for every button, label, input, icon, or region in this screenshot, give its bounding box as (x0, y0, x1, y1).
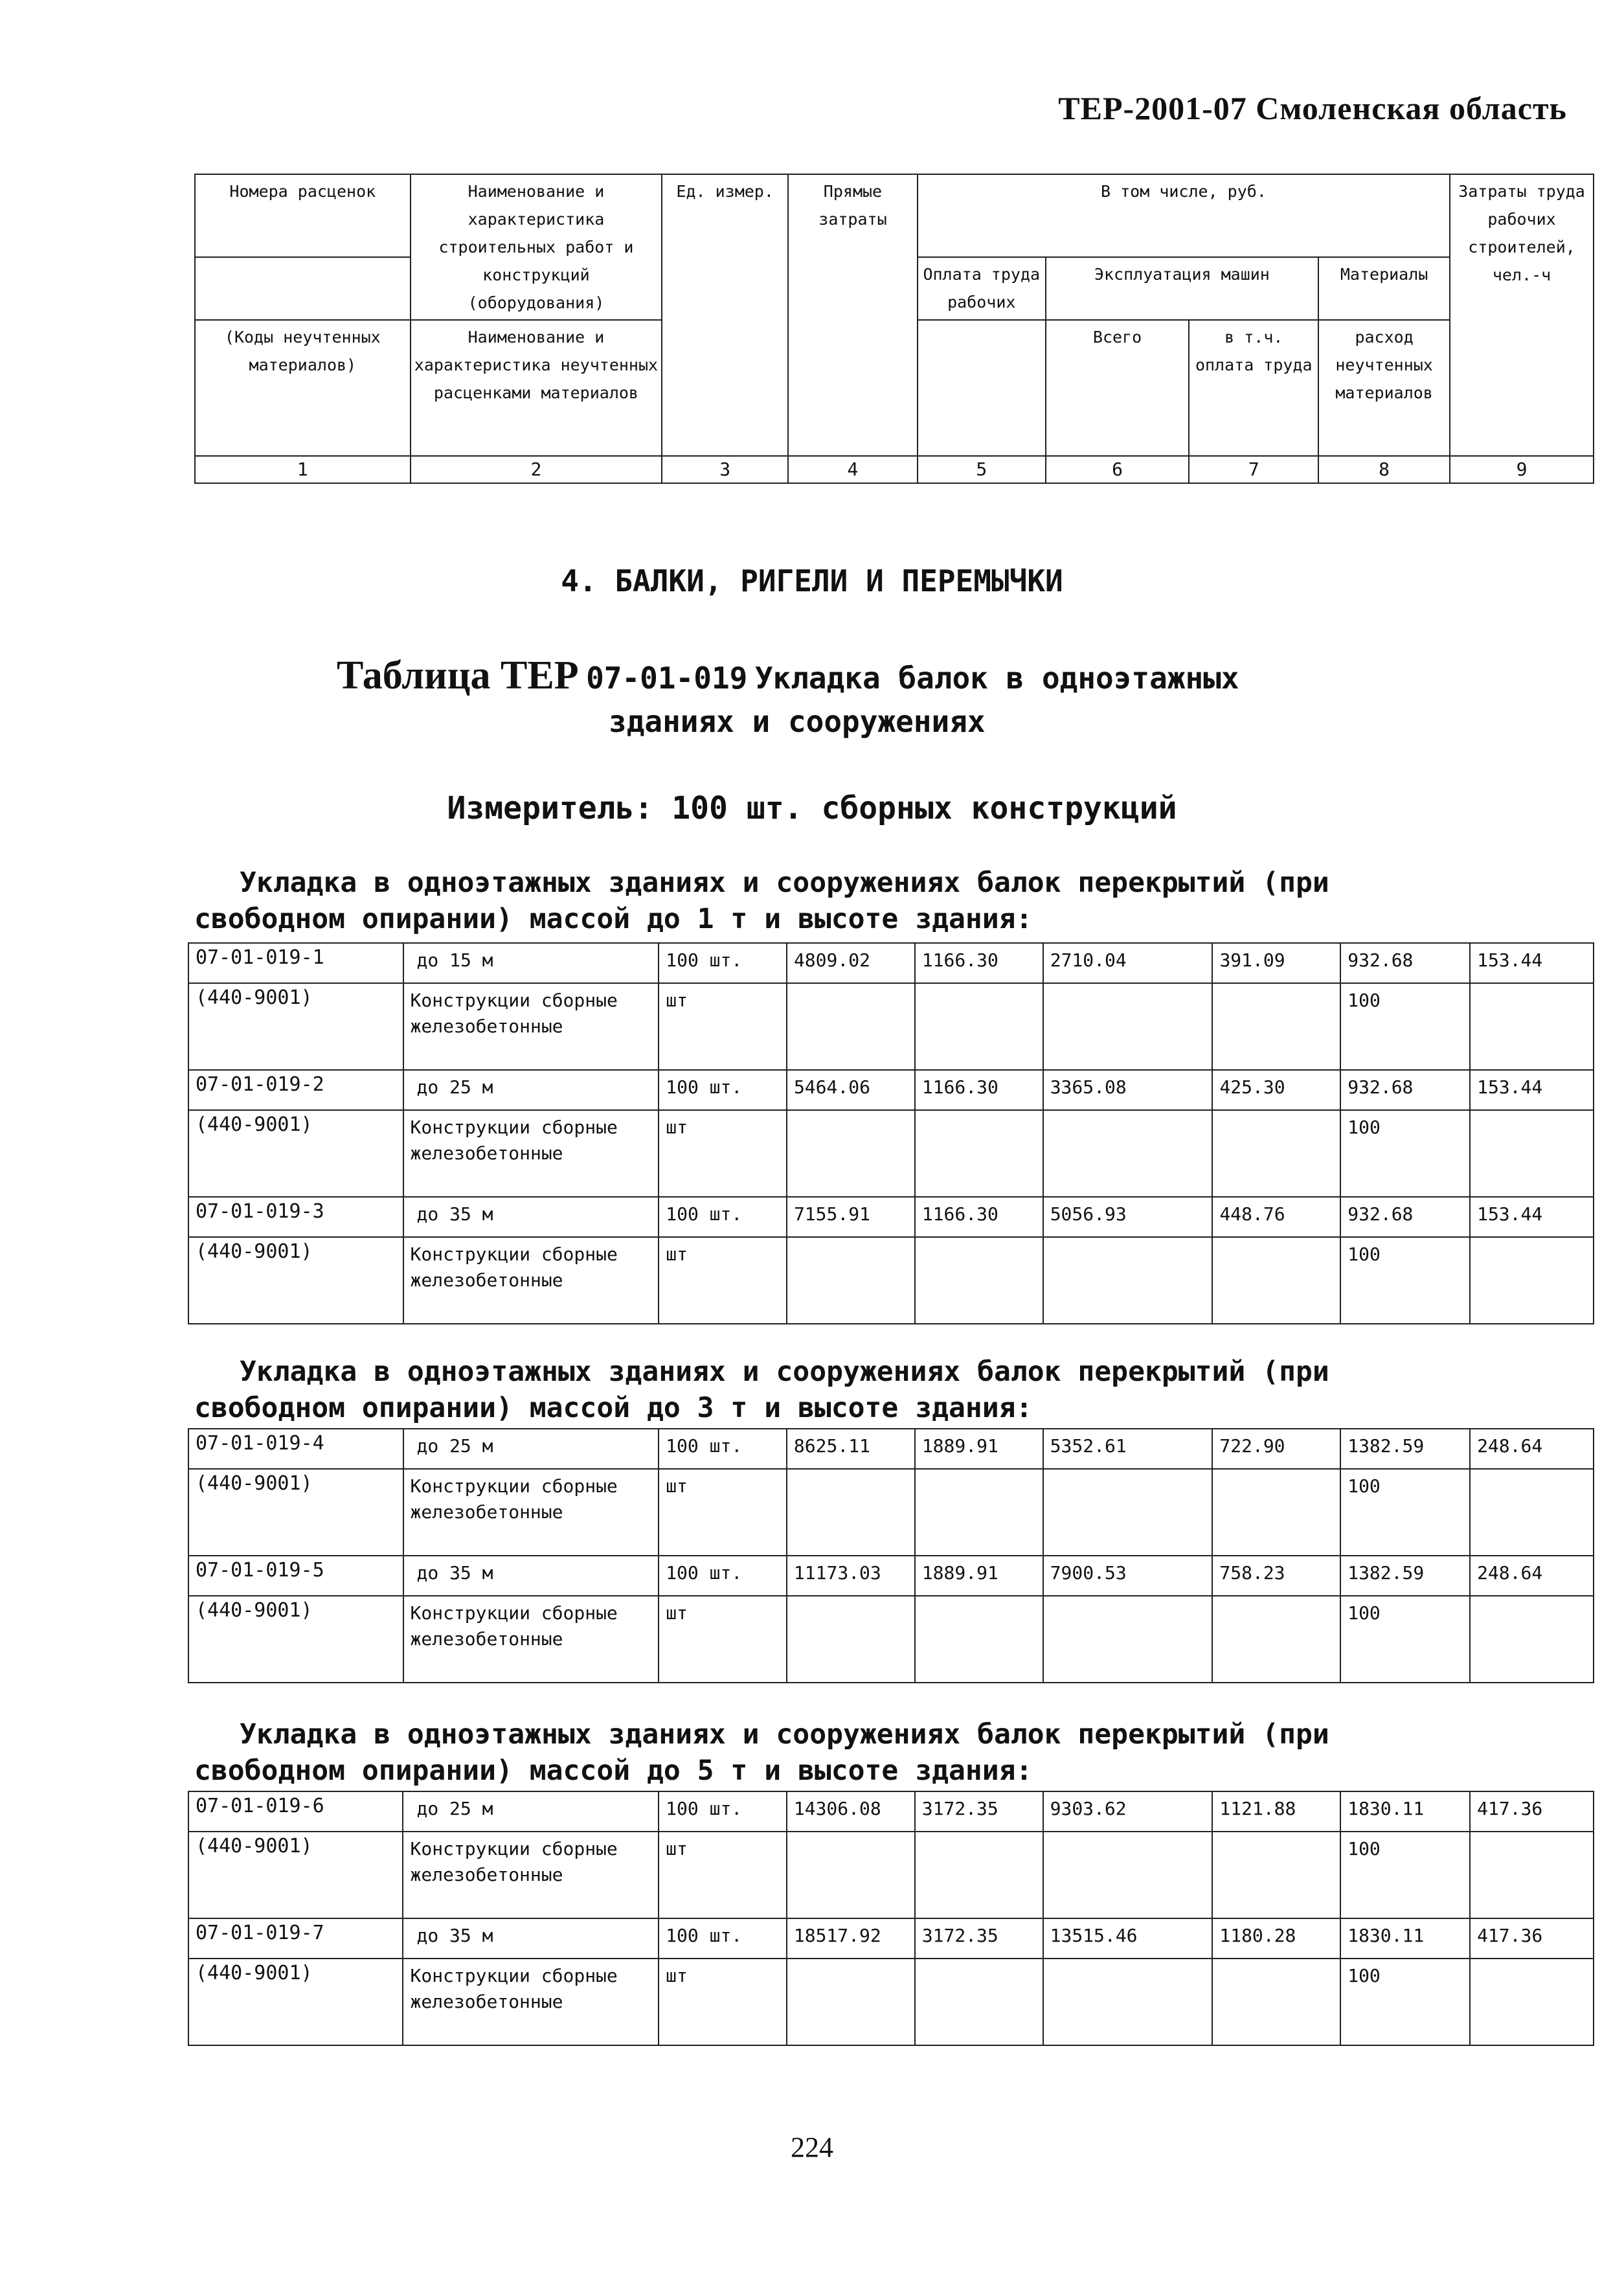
rate-mach-wage: 1121.88 (1212, 1791, 1340, 1832)
rate-labor: 153.44 (1470, 943, 1594, 983)
empty-cell (1470, 1469, 1594, 1556)
empty-cell (915, 983, 1043, 1070)
header-incl-wage: в т.ч. оплата труда (1189, 320, 1318, 456)
empty-cell (1043, 1596, 1213, 1683)
rate-unit: 100 шт. (659, 1791, 787, 1832)
material-unit: шт (659, 1596, 787, 1683)
section-heading: 4. БАЛКИ, РИГЕЛИ И ПЕРЕМЫЧКИ (561, 563, 1063, 598)
rate-materials: 1830.11 (1340, 1918, 1470, 1959)
rate-code: 07-01-019-4 (188, 1429, 403, 1469)
rates-table (188, 942, 1594, 1324)
rate-code: 07-01-019-3 (188, 1197, 403, 1237)
material-name: Конструкции сборные железобетонные (403, 1596, 659, 1683)
rate-name: до 35 м (403, 1918, 659, 1959)
rate-labor: 153.44 (1470, 1197, 1594, 1237)
header-wage-blank (918, 320, 1046, 456)
empty-cell (1043, 1110, 1213, 1197)
rate-code: 07-01-019-2 (188, 1070, 403, 1110)
empty-cell (787, 1832, 915, 1918)
header-name2: Наименование и характеристика неучтенных расценками материалов (411, 320, 662, 456)
col-number: 3 (662, 456, 788, 483)
header-machines: Эксплуатация машин (1046, 257, 1318, 320)
material-unit: шт (659, 1110, 787, 1197)
empty-cell (1212, 1832, 1340, 1918)
rate-code: 07-01-019-6 (188, 1791, 403, 1832)
material-unit: шт (659, 1237, 787, 1324)
col-number: 1 (195, 456, 411, 483)
col-number: 6 (1046, 456, 1190, 483)
page-number: 224 (791, 2131, 833, 2163)
table-title (337, 654, 1567, 743)
material-qty: 100 (1340, 1237, 1470, 1324)
rate-mach-wage: 1180.28 (1212, 1918, 1340, 1959)
header-direct: Прямые затраты (788, 174, 918, 456)
rate-name: до 15 м (403, 943, 659, 983)
rate-name: до 25 м (403, 1791, 659, 1832)
material-qty: 100 (1340, 1832, 1470, 1918)
table-row (188, 1832, 1594, 1918)
material-unit: шт (659, 1832, 787, 1918)
material-qty: 100 (1340, 1110, 1470, 1197)
rate-mach-wage: 391.09 (1212, 943, 1340, 983)
empty-cell (1212, 1596, 1340, 1683)
rate-labor: 248.64 (1470, 1429, 1594, 1469)
material-unit: шт (659, 1959, 787, 2045)
rate-wage: 1166.30 (915, 943, 1043, 983)
group-caption (194, 1354, 1599, 1426)
header-unit: Ед. измер. (662, 174, 788, 456)
table-title-line2: зданиях и сооружениях (609, 704, 986, 739)
empty-cell (1470, 1596, 1594, 1683)
rate-unit: 100 шт. (659, 1918, 787, 1959)
group-caption-line1: Укладка в одноэтажных зданиях и сооружениях балок перекрытий (при (240, 1718, 1329, 1751)
rate-direct: 5464.06 (787, 1070, 915, 1110)
empty-cell (1043, 983, 1213, 1070)
material-name: Конструкции сборные железобетонные (403, 1959, 659, 2045)
empty-cell (1470, 1832, 1594, 1918)
empty-cell (787, 1237, 915, 1324)
rate-machines: 5352.61 (1043, 1429, 1213, 1469)
rate-mach-wage: 448.76 (1212, 1197, 1340, 1237)
empty-cell (915, 1596, 1043, 1683)
empty-cell (1043, 1237, 1213, 1324)
empty-cell (915, 1110, 1043, 1197)
header-name: Наименование и характеристика строительных работ и конструкций (оборудования) (411, 174, 662, 320)
rate-code: 07-01-019-7 (188, 1918, 403, 1959)
rate-unit: 100 шт. (659, 1070, 787, 1110)
material-name: Конструкции сборные железобетонные (403, 983, 659, 1070)
table-row (188, 1237, 1594, 1324)
rate-direct: 4809.02 (787, 943, 915, 983)
empty-cell (915, 1237, 1043, 1324)
column-header-table (194, 174, 1594, 484)
material-code: (440-9001) (188, 1469, 403, 1556)
material-name: Конструкции сборные железобетонные (403, 1237, 659, 1324)
material-code: (440-9001) (188, 1832, 403, 1918)
material-unit: шт (659, 1469, 787, 1556)
material-qty: 100 (1340, 1596, 1470, 1683)
material-qty: 100 (1340, 983, 1470, 1070)
empty-cell (787, 1959, 915, 2045)
col-number: 5 (918, 456, 1046, 483)
table-title-code: 07-01-019 (586, 661, 748, 696)
rate-unit: 100 шт. (659, 1429, 787, 1469)
col-number: 2 (411, 456, 662, 483)
rates-table (188, 1428, 1594, 1683)
rate-unit: 100 шт. (659, 943, 787, 983)
rate-machines: 7900.53 (1043, 1556, 1213, 1596)
empty-cell (1043, 1469, 1213, 1556)
rate-code: 07-01-019-5 (188, 1556, 403, 1596)
empty-cell (1212, 1237, 1340, 1324)
empty-cell (1470, 1110, 1594, 1197)
rate-wage: 1166.30 (915, 1197, 1043, 1237)
group-caption-line2: свободном опирании) массой до 1 т и высоте здания: (194, 903, 1033, 935)
group-caption-line1: Укладка в одноэтажных зданиях и сооружениях балок перекрытий (при (240, 1356, 1329, 1388)
empty-cell (915, 1959, 1043, 2045)
table-row (188, 1556, 1594, 1596)
empty-cell (787, 1596, 915, 1683)
rate-name: до 25 м (403, 1070, 659, 1110)
empty-cell (1043, 1832, 1213, 1918)
rate-name: до 35 м (403, 1197, 659, 1237)
rate-materials: 932.68 (1340, 943, 1470, 983)
rates-table (188, 1791, 1594, 2046)
rate-mach-wage: 722.90 (1212, 1429, 1340, 1469)
rate-materials: 1830.11 (1340, 1791, 1470, 1832)
measure-unit: Измеритель: 100 шт. сборных конструкций (447, 790, 1177, 826)
rate-wage: 3172.35 (915, 1918, 1043, 1959)
col-number: 8 (1318, 456, 1450, 483)
material-code: (440-9001) (188, 1237, 403, 1324)
rate-direct: 8625.11 (787, 1429, 915, 1469)
header-rascenki: Номера расценок (195, 174, 411, 257)
material-name: Конструкции сборные железобетонные (403, 1110, 659, 1197)
material-qty: 100 (1340, 1469, 1470, 1556)
rate-materials: 1382.59 (1340, 1429, 1470, 1469)
header-labor: Затраты труда рабочих строителей, чел.-ч (1450, 174, 1594, 456)
rate-machines: 3365.08 (1043, 1070, 1213, 1110)
material-name: Конструкции сборные железобетонные (403, 1832, 659, 1918)
table-row (188, 1791, 1594, 1832)
rate-mach-wage: 425.30 (1212, 1070, 1340, 1110)
empty-cell (1470, 983, 1594, 1070)
rate-code: 07-01-019-1 (188, 943, 403, 983)
group-caption-line2: свободном опирании) массой до 5 т и высоте здания: (194, 1755, 1033, 1787)
rate-direct: 14306.08 (787, 1791, 915, 1832)
empty-cell (787, 1110, 915, 1197)
empty-cell (787, 1469, 915, 1556)
rate-labor: 417.36 (1470, 1791, 1594, 1832)
material-name: Конструкции сборные железобетонные (403, 1469, 659, 1556)
rate-machines: 2710.04 (1043, 943, 1213, 983)
col-number: 9 (1450, 456, 1594, 483)
rate-mach-wage: 758.23 (1212, 1556, 1340, 1596)
group-caption (194, 1716, 1599, 1789)
rate-wage: 3172.35 (915, 1791, 1043, 1832)
empty-cell (1212, 1469, 1340, 1556)
empty-cell (787, 983, 915, 1070)
rate-machines: 9303.62 (1043, 1791, 1213, 1832)
table-title-line1: Укладка балок в одноэтажных (754, 661, 1239, 696)
col-number: 4 (788, 456, 918, 483)
header-total: Всего (1046, 320, 1190, 456)
group-caption-line2: свободном опирании) массой до 3 т и высоте здания: (194, 1392, 1033, 1424)
material-unit: шт (659, 983, 787, 1070)
table-row (188, 1918, 1594, 1959)
rate-machines: 13515.46 (1043, 1918, 1213, 1959)
group-caption (194, 865, 1599, 937)
table-row (188, 943, 1594, 983)
header-incl: В том числе, руб. (918, 174, 1450, 257)
rate-machines: 5056.93 (1043, 1197, 1213, 1237)
material-code: (440-9001) (188, 1596, 403, 1683)
rate-wage: 1889.91 (915, 1429, 1043, 1469)
header-mat-use: расход неучтенных материалов (1318, 320, 1450, 456)
empty-cell (1043, 1959, 1213, 2045)
empty-cell (1212, 1110, 1340, 1197)
header-materials: Материалы (1318, 257, 1450, 320)
rate-labor: 417.36 (1470, 1918, 1594, 1959)
table-row (188, 1110, 1594, 1197)
empty-cell (1212, 1959, 1340, 2045)
rate-direct: 11173.03 (787, 1556, 915, 1596)
group-caption-line1: Укладка в одноэтажных зданиях и сооружениях балок перекрытий (при (240, 867, 1329, 899)
document-title: ТЕР-2001-07 Смоленская область (1058, 90, 1567, 126)
table-row (188, 983, 1594, 1070)
table-row (188, 1596, 1594, 1683)
rate-direct: 18517.92 (787, 1918, 915, 1959)
rate-wage: 1166.30 (915, 1070, 1043, 1110)
table-row (188, 1070, 1594, 1110)
material-code: (440-9001) (188, 1110, 403, 1197)
empty-cell (915, 1832, 1043, 1918)
table-row (188, 1197, 1594, 1237)
table-title-label: Таблица ТЕР (337, 653, 579, 698)
header-kody: (Коды неучтенных материалов) (195, 320, 411, 456)
empty-cell (1470, 1959, 1594, 2045)
empty-cell (1470, 1237, 1594, 1324)
rate-wage: 1889.91 (915, 1556, 1043, 1596)
rate-labor: 248.64 (1470, 1556, 1594, 1596)
col-number: 7 (1189, 456, 1318, 483)
rate-materials: 932.68 (1340, 1070, 1470, 1110)
rate-unit: 100 шт. (659, 1556, 787, 1596)
table-row (188, 1469, 1594, 1556)
table-row (188, 1959, 1594, 2045)
rate-name: до 35 м (403, 1556, 659, 1596)
material-code: (440-9001) (188, 1959, 403, 2045)
empty-cell (915, 1469, 1043, 1556)
rate-direct: 7155.91 (787, 1197, 915, 1237)
rate-name: до 25 м (403, 1429, 659, 1469)
rate-materials: 1382.59 (1340, 1556, 1470, 1596)
rate-materials: 932.68 (1340, 1197, 1470, 1237)
header-rascenki-cont (195, 257, 411, 320)
table-row (188, 1429, 1594, 1469)
rate-labor: 153.44 (1470, 1070, 1594, 1110)
material-code: (440-9001) (188, 983, 403, 1070)
rate-unit: 100 шт. (659, 1197, 787, 1237)
material-qty: 100 (1340, 1959, 1470, 2045)
empty-cell (1212, 983, 1340, 1070)
header-wage: Оплата труда рабочих (918, 257, 1046, 320)
